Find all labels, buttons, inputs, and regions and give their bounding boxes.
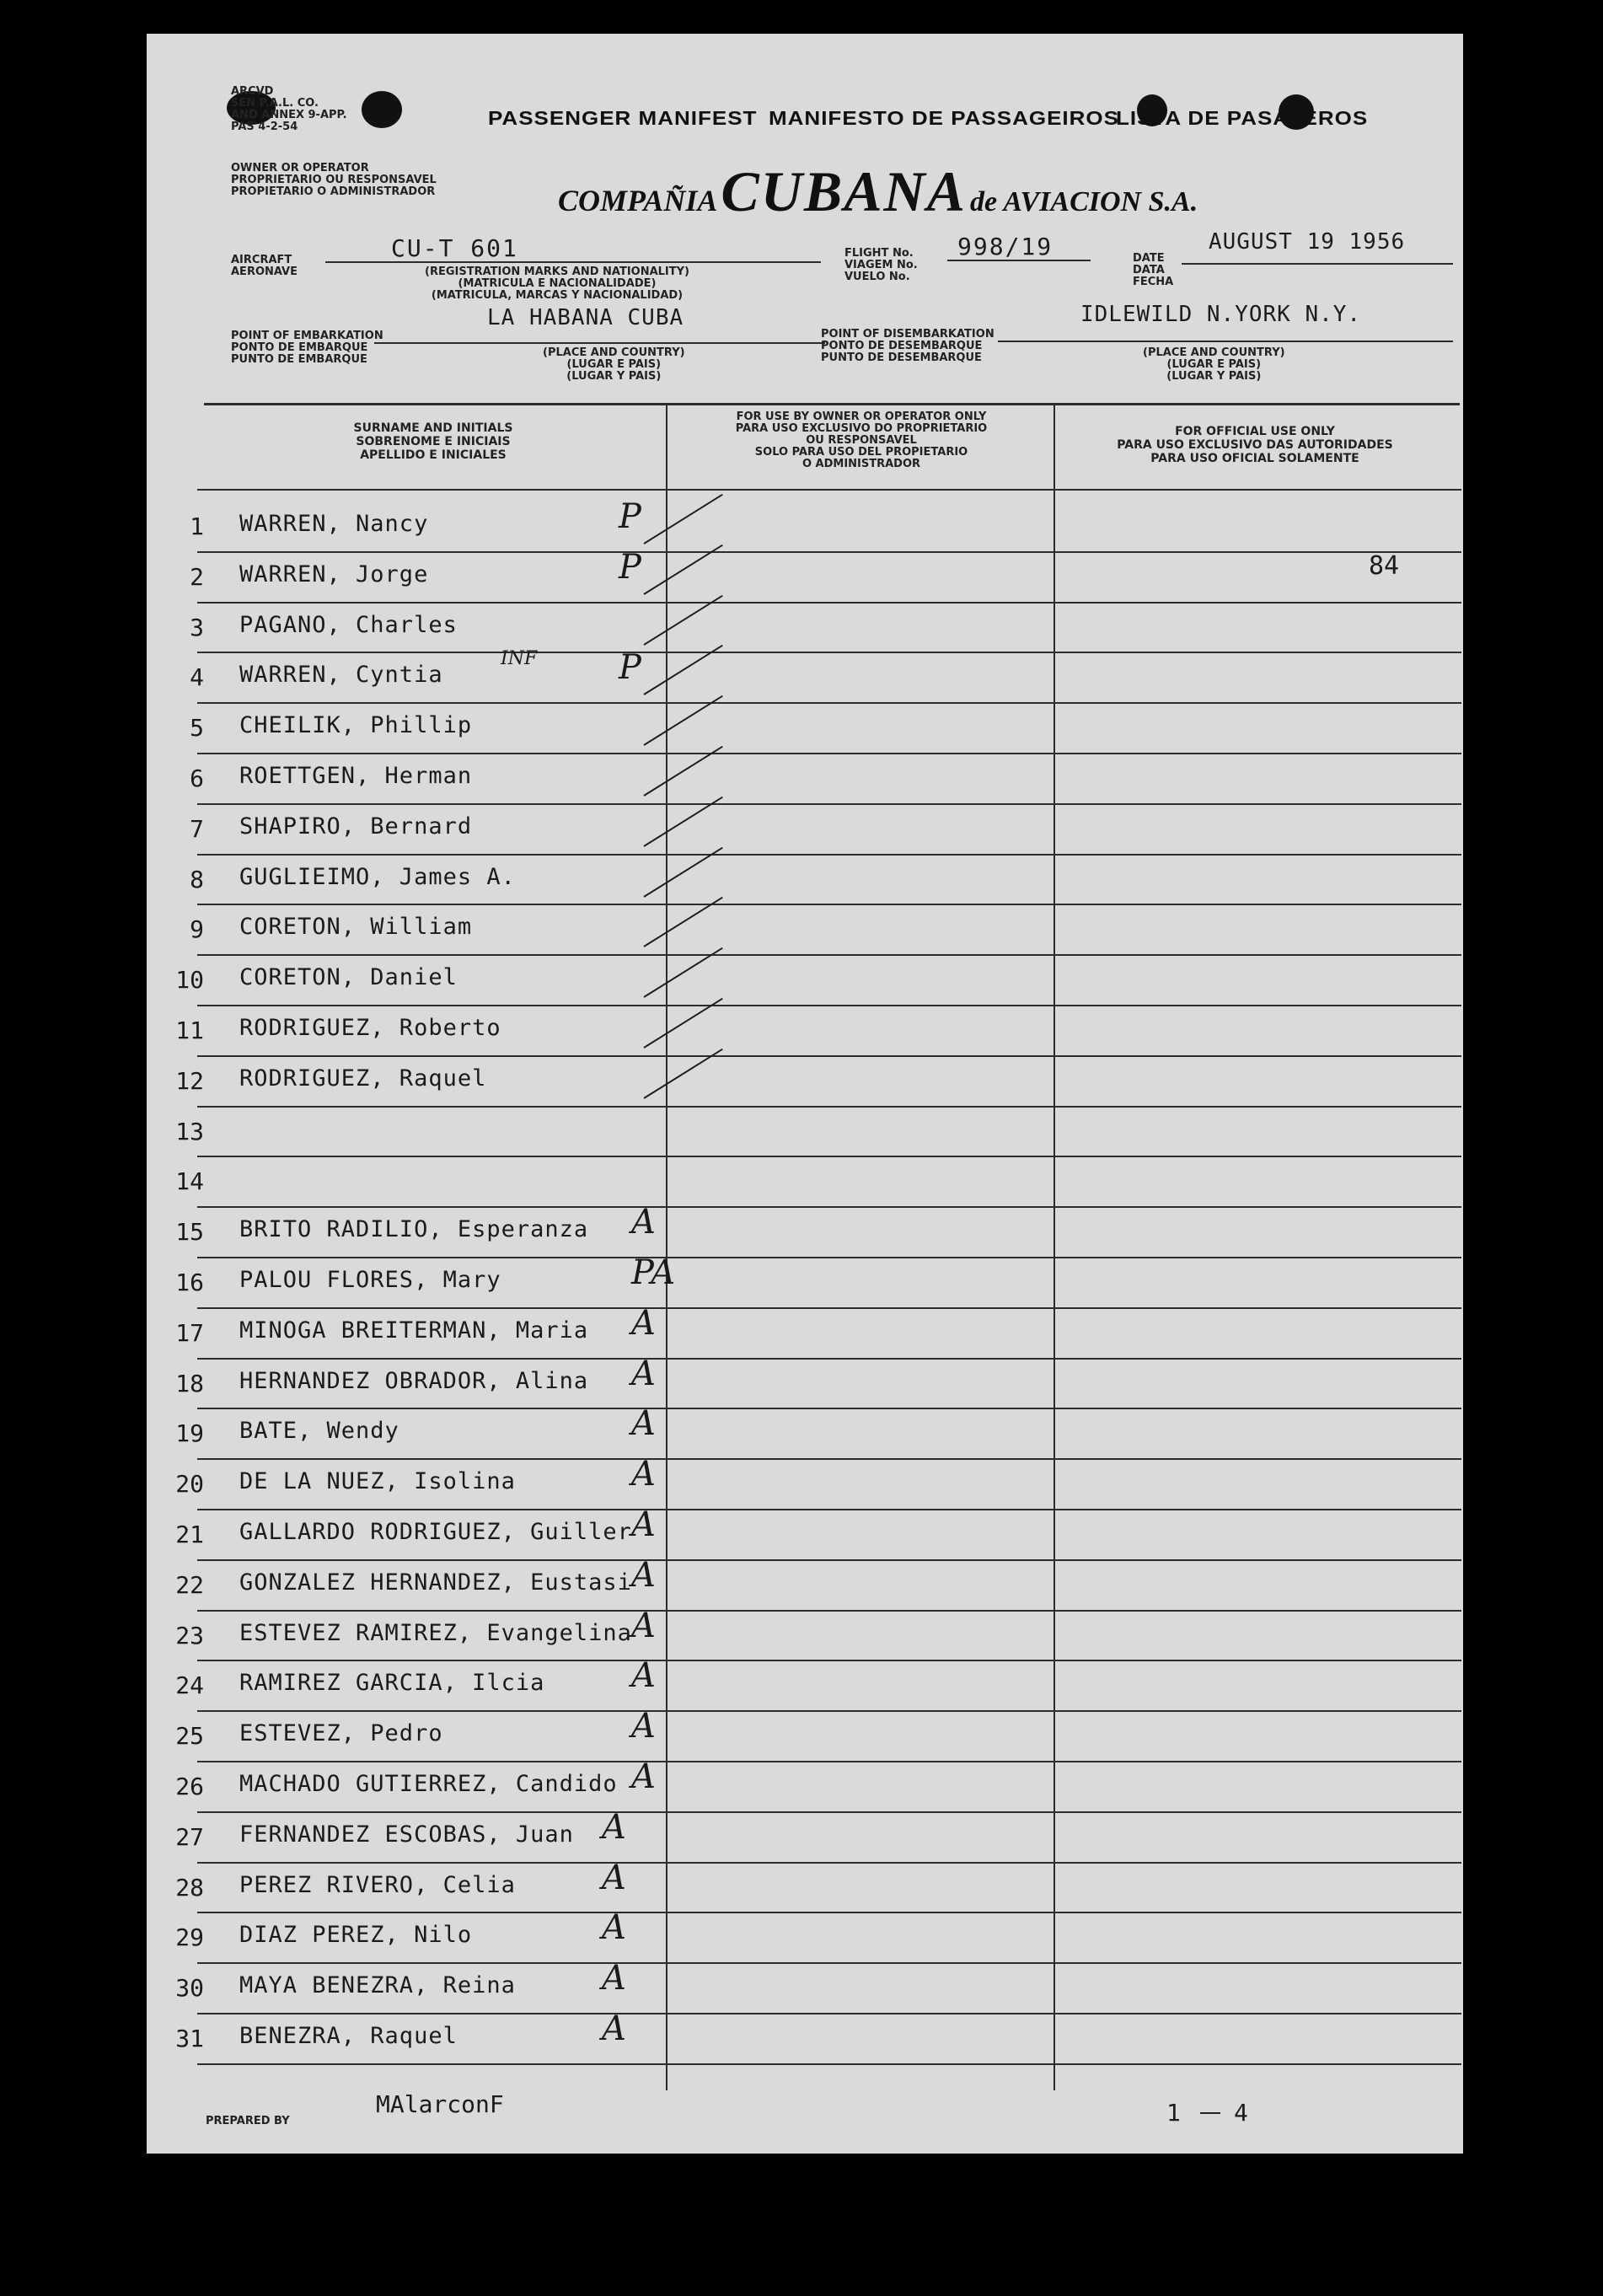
table-row [147,1157,1463,1208]
passenger-name: RAMIREZ GARCIA, Ilcia [239,1670,545,1697]
table-row [147,1858,1463,1914]
table-row [147,805,1463,856]
table-row [147,1959,1463,2014]
check-mark: A [631,1555,656,1595]
row-number: 15 [175,1218,204,1247]
passenger-name: CORETON, Daniel [239,964,458,991]
passenger-name: BRITO RADILIO, Esperanza [239,1216,589,1243]
row-number: 27 [175,1822,204,1851]
table-row [147,547,1463,604]
passenger-name: DIAZ PEREZ, Nilo [239,1922,473,1949]
title-es: LISTA DE PASAJEROS [1116,106,1369,130]
passenger-name: GONZALEZ HERNANDEZ, Eustasi [239,1569,632,1596]
passenger-name: BENEZRA, Raquel [239,2023,458,2049]
table-row [147,1203,1463,1258]
passenger-name: PALOU FLORES, Mary [239,1267,501,1293]
row-number: 4 [190,663,204,692]
passenger-name: WARREN, Cyntia [239,662,443,689]
form-reference: ARCVD SEN P.A.L. CO. AND ANNEX 9-APP. PAS 4-2-54 [231,85,347,133]
embark-place-note: (PLACE AND COUNTRY) (LUGAR E PAIS) (LUGAR Y PAIS) [543,346,685,383]
check-mark: A [602,1908,626,1948]
table-row [147,2009,1463,2065]
check-mark: A [631,1354,656,1393]
table-row [147,1757,1463,1813]
row-number: 28 [175,1873,204,1902]
row-number: 8 [190,865,204,893]
table-row [147,1303,1463,1360]
row-number: 6 [190,764,204,792]
flight-value: 998/19 [957,233,1053,260]
table-row [147,905,1463,956]
passenger-name: MAYA BENEZRA, Reina [239,1972,516,1999]
page-number: 1 [1166,2099,1181,2127]
ink-blot [362,91,402,128]
passenger-name: CORETON, William [239,914,473,941]
table-row [147,956,1463,1006]
column-header-official-use: FOR OFFICIAL USE ONLY PARA USO EXCLUSIVO DAS AUTORIDADES PARA USO OFICIAL SOLAMENTE [1117,425,1393,465]
check-mark: A [631,1303,656,1343]
row-number: 2 [190,562,204,591]
row-number: 1 [190,512,204,540]
table-row [147,648,1463,704]
title-en: PASSENGER MANIFEST [488,106,758,130]
table-row [147,1108,1463,1158]
table-row [147,497,1463,553]
row-number: 19 [175,1419,204,1448]
row-number: 30 [175,1974,204,2003]
passenger-name: CHEILIK, Phillip [239,712,473,739]
passenger-name: MACHADO GUTIERREZ, Candido [239,1771,618,1797]
table-row [147,754,1463,805]
page-total: 4 [1234,2099,1248,2127]
disembark-underline [998,341,1453,342]
row-number: 18 [175,1369,204,1397]
check-mark: A [631,1203,656,1242]
table-row [147,856,1463,906]
row-number: 14 [175,1167,204,1196]
header-bottom-rule [197,489,1461,491]
passenger-name: RODRIGUEZ, Raquel [239,1065,487,1092]
passenger-name: GUGLIEIMO, James A. [239,863,516,890]
embark-value: LA HABANA CUBA [487,305,684,330]
table-row [147,1555,1463,1612]
check-mark: A [602,1807,626,1847]
passenger-name: ROETTGEN, Herman [239,763,473,789]
row-number: 9 [190,915,204,944]
row-number: 24 [175,1671,204,1700]
row-number: 25 [175,1722,204,1751]
check-mark: A [602,2009,626,2048]
row-number: 13 [175,1117,204,1145]
row-number: 11 [175,1017,204,1044]
table-row [147,1006,1463,1057]
table-row [147,1057,1463,1108]
passenger-name: PAGANO, Charles [239,611,458,638]
column-header-owner-use: FOR USE BY OWNER OR OPERATOR ONLY PARA USO EXCLUSIVO DO PROPRIETARIO OU RESPONSAVEL SOLO PARA USO DEL PROPIETARIO O ADMINISTRADOR [735,410,988,470]
passenger-name: MINOGA BREITERMAN, Maria [239,1317,589,1344]
prepared-label: PREPARED BY [206,2115,290,2127]
aircraft-value: CU-T 601 [391,234,518,262]
row-number: 26 [175,1773,204,1800]
page-separator [1200,2112,1220,2114]
column-header-names: SURNAME AND INITIALS SOBRENOME E INICIAIS APELLIDO E INICIALES [353,421,513,462]
official-note: 84 [1369,551,1400,581]
check-mark: A [631,1757,656,1796]
row-number: 22 [175,1570,204,1599]
owner-label: OWNER OR OPERATOR PROPRIETARIO OU RESPONSAVEL PROPIETARIO O ADMINISTRADOR [231,162,437,198]
table-row [147,704,1463,754]
date-underline [1182,263,1453,265]
passenger-name: ESTEVEZ, Pedro [239,1720,443,1747]
flight-label: FLIGHT No. VIAGEM No. VUELO No. [844,247,918,283]
company-name: COMPAÑIA CUBANA de AVIACION S.A. [558,159,1198,223]
check-mark: P [619,648,641,688]
check-mark: A [631,1606,656,1645]
row-rule [197,2063,1461,2065]
disembark-value: IDLEWILD N.YORK N.Y. [1080,302,1362,327]
row-number: 29 [175,1923,204,1952]
table-row [147,1656,1463,1712]
table-row [147,1455,1463,1510]
check-mark: A [631,1656,656,1696]
table-row [147,604,1463,654]
passenger-name: ESTEVEZ RAMIREZ, Evangelina [239,1619,632,1646]
aircraft-label: AIRCRAFT AERONAVE [231,254,298,278]
row-number: 5 [190,714,204,743]
date-label: DATE DATA FECHA [1133,252,1174,288]
passenger-name: WARREN, Jorge [239,561,429,587]
table-top-rule [204,403,1460,405]
registration-note: (REGISTRATION MARKS AND NATIONALITY) (MATRICULA E NACIONALIDADE) (MATRICULA, MARCAS Y NACIONALIDAD) [425,266,689,302]
title-pt: MANIFESTO DE PASSAGEIROS [769,106,1119,130]
check-mark: A [631,1404,656,1444]
row-number: 20 [175,1470,204,1499]
embark-underline [374,342,825,344]
row-number: 16 [175,1269,204,1296]
table-row [147,1404,1463,1460]
prepared-value: MAlarconF [376,2090,504,2118]
check-mark: A [602,1959,626,1998]
embark-label: POINT OF EMBARKATION PONTO DE EMBARQUE PUNTO DE EMBARQUE [231,330,383,366]
check-mark: A [631,1455,656,1494]
row-number: 31 [175,2025,204,2052]
date-value: AUGUST 19 1956 [1209,229,1406,255]
disembark-label: POINT OF DISEMBARKATION PONTO DE DESEMBARQUE PUNTO DE DESEMBARQUE [821,328,995,364]
row-number: 7 [190,814,204,843]
passenger-name: FERNANDEZ ESCOBAS, Juan [239,1821,574,1848]
row-number: 10 [175,966,204,995]
manifest-sheet [147,34,1463,2154]
table-row [147,1354,1463,1410]
table-row [147,1505,1463,1561]
table-row [147,1253,1463,1309]
passenger-name: DE LA NUEZ, Isolina [239,1468,516,1495]
row-number: 17 [175,1318,204,1347]
row-number: 23 [175,1621,204,1650]
passenger-name: GALLARDO RODRIGUEZ, Guiller [239,1519,632,1545]
disembark-place-note: (PLACE AND COUNTRY) (LUGAR E PAIS) (LUGAR Y PAIS) [1143,346,1285,383]
table-row [147,1606,1463,1662]
check-mark: A [602,1858,626,1897]
passenger-name: WARREN, Nancy [239,511,429,537]
check-mark: P [619,547,641,587]
table-row [147,1707,1463,1762]
passenger-name: BATE, Wendy [239,1418,399,1445]
check-mark: P [619,497,641,536]
tick-stroke [643,494,722,544]
row-number: 3 [190,613,204,641]
infant-note: INF [501,648,538,670]
table-row [147,1908,1463,1964]
check-mark: A [631,1505,656,1544]
passenger-name: RODRIGUEZ, Roberto [239,1015,501,1041]
table-row [147,1807,1463,1864]
row-number: 21 [175,1521,204,1548]
passenger-name: HERNANDEZ OBRADOR, Alina [239,1367,589,1394]
passenger-name: SHAPIRO, Bernard [239,813,473,840]
row-number: 12 [175,1066,204,1095]
check-mark: PA [631,1253,676,1292]
check-mark: A [631,1707,656,1746]
passenger-name: PEREZ RIVERO, Celia [239,1871,516,1898]
